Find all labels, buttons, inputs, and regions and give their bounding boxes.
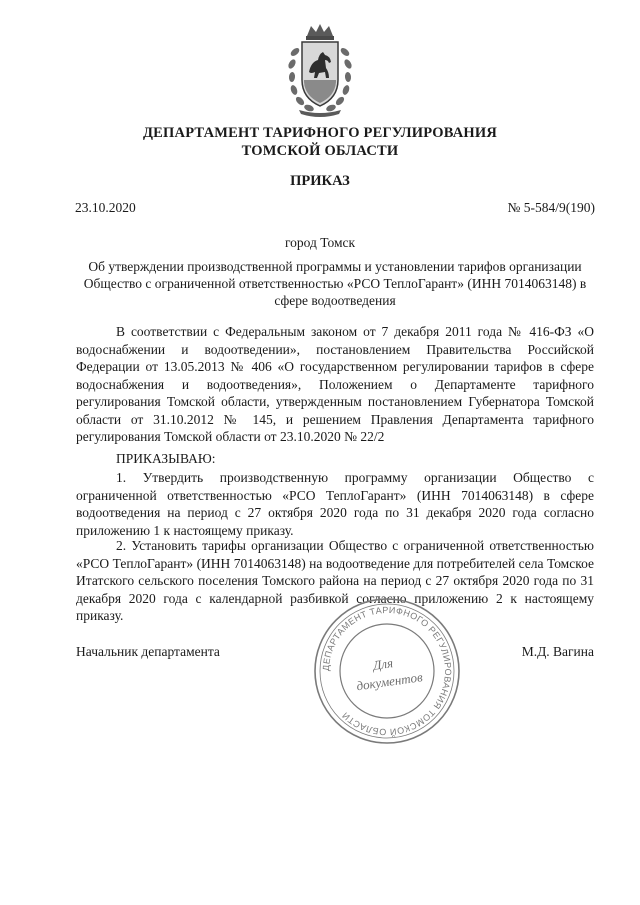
signatory-name: М.Д. Вагина: [521, 644, 594, 659]
official-stamp: [312, 596, 462, 746]
order-date: 23.10.2020: [75, 200, 136, 215]
region-name: ТОМСКОЙ ОБЛАСТИ: [241, 143, 399, 159]
department-name: ДЕПАРТАМЕНТ ТАРИФНОГО РЕГУЛИРОВАНИЯ: [143, 125, 497, 141]
order-directive-heading: ПРИКАЗЫВАЮ:: [116, 451, 216, 466]
order-number: № 5-584/9(190): [507, 200, 595, 215]
order-item-2: 2. Установить тарифы организации Общество с ограниченной ответственностью «РСО ТеплоГарант» (ИНН 7014063148) на водоотведение для потребителей села Томское Итатского сельского поселения Томского района на период с 27 октября 2020 года по 31 декабря 2020 года с календарной разбивкой согласно приложению 2 к настоящему приказу.: [76, 538, 594, 623]
stamp-ring-text: ДЕПАРТАМЕНТ ТАРИФНОГО РЕГУЛИРОВАНИЯ ТОМСКОЙ ОБЛАСТИ: [320, 604, 454, 738]
city-line: город Томск: [284, 235, 356, 250]
order-item-1: 1. Утвердить производственную программу организации Общество с ограниченной ответственностью «РСО ТеплоГарант» (ИНН 7014063148) в сфере водоотведения на период с 27 октября 2020 года по 31 декабря 2020 года согласно приложению 1 к настоящему приказу.: [76, 470, 594, 538]
stamp-center-line-1: Для: [372, 655, 394, 673]
order-subject: Об утверждении производственной программы и установлении тарифов организации Общество с ограниченной ответственностью «РСО ТеплоГарант» (ИНН 7014063148) в сфере водоотведения: [83, 259, 587, 308]
coat-of-arms-icon: [285, 22, 355, 118]
stamp-center-line-2: документов: [355, 669, 424, 694]
document-type-title: ПРИКАЗ: [290, 173, 350, 189]
signatory-role: Начальник департамента: [76, 644, 220, 659]
preamble-paragraph: В соответствии с Федеральным законом от 7 декабря 2011 года № 416-ФЗ «О водоснабжении и водоотведении», постановлением Правительства Российской Федерации от 13.05.2013 № 406 «О государственном регулировании тарифов в сфере водоснабжения и водоотведения», Положением о Департаменте тарифного регулирования Томской области, утвержденным постановлением Губернатора Томской области от 31.10.2012 № 145, и решением Правления Департамента тарифного регулирования Томской области от 23.10.2020 № 22/2: [76, 324, 594, 444]
